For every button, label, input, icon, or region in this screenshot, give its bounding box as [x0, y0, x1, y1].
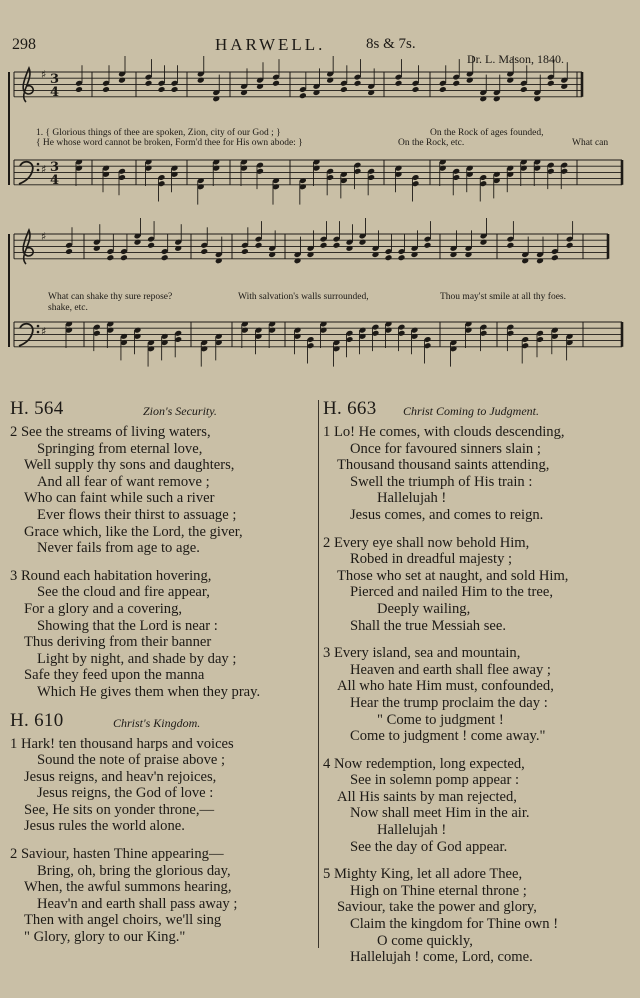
verse-line: 3 Round each habitation hovering,	[10, 567, 212, 584]
note-head	[320, 242, 328, 249]
verse-line: See the day of God appear.	[350, 838, 508, 855]
verse-line: Now shall meet Him in the air.	[350, 805, 530, 822]
hymn-number: H. 564	[10, 398, 64, 419]
hymn-number: H. 610	[10, 709, 64, 731]
note-head	[255, 242, 263, 249]
verse-line: Thus deriving from their banner	[24, 634, 212, 651]
lyric-line: With salvation's walls surrounded,	[238, 292, 369, 302]
verse-line: Which He gives them when they pray.	[37, 683, 261, 700]
lyric-line: On the Rock of ages founded,	[430, 128, 544, 138]
sharp-sign: ♯	[41, 325, 47, 338]
verse-line: Hallelujah !	[377, 822, 447, 839]
note-head	[333, 242, 341, 249]
verse-line: Saviour, take the power and glory,	[337, 899, 537, 916]
hymn-number: H. 663	[323, 398, 377, 419]
lyric-line: What can shake thy sure repose?	[48, 292, 173, 302]
verse-line: Never fails from age to age.	[37, 540, 200, 557]
lyric-line: { He whose word cannot be broken, Form'd thee for His own abode: }	[36, 138, 303, 148]
time-signature-bottom: 4	[50, 173, 60, 188]
verse-line: All who hate Him must, confounded,	[337, 678, 554, 695]
lyric-line: What can	[572, 138, 609, 148]
note-head	[241, 248, 249, 255]
verse-line: 3 Every island, sea and mountain,	[323, 645, 521, 662]
time-signature-bottom: 4	[50, 85, 60, 100]
verse-line: Showing that the Lord is near :	[37, 617, 218, 634]
bass-clef-dot	[37, 331, 40, 334]
lyric-line: On the Rock, etc.	[398, 138, 465, 148]
stanza	[323, 535, 635, 635]
note-head	[439, 86, 447, 93]
verse-line: Grace which, like the Lord, the giver,	[24, 523, 243, 540]
verse-line: 1 Lo! He comes, with clouds descending,	[323, 424, 565, 440]
verse-line: Springing from eternal love,	[37, 440, 203, 457]
time-signature-top: 3	[50, 160, 60, 175]
note-head	[354, 80, 362, 87]
verse-line: O come quickly,	[377, 932, 473, 949]
hymn-title: Christ's Kingdom.	[113, 715, 201, 730]
verse-line: Ever flows their thirst to assuage ;	[37, 506, 237, 523]
note-head	[395, 80, 403, 87]
stanza	[323, 424, 635, 524]
verse-line: Deeply wailing,	[377, 600, 471, 617]
verse-line: 2 Saviour, hasten Thine appearing—	[10, 846, 224, 863]
stanza	[10, 424, 315, 557]
verse-line: 5 Mighty King, let all adore Thee,	[323, 866, 523, 883]
hymn-610	[10, 709, 315, 946]
verse-line: Light by night, and shade by day ;	[37, 650, 237, 667]
note-head	[102, 86, 110, 93]
verse-line: Swell the triumph of His train :	[350, 473, 533, 490]
bass-clef	[19, 324, 33, 346]
verse-line: Safe they feed upon the manna	[24, 667, 205, 684]
verse-line: Well supply thy sons and daughters,	[24, 457, 235, 474]
verse-line: Then with angel choirs, we'll sing	[24, 912, 222, 929]
bass-clef-dot	[37, 163, 40, 166]
note-head	[120, 254, 128, 261]
stanza	[323, 866, 635, 966]
verse-line: See the cloud and fire appear,	[37, 584, 210, 601]
verse-line: All His saints by man rejected,	[337, 788, 517, 805]
note-head	[299, 92, 307, 99]
verse-line: 2 See the streams of living waters,	[10, 424, 211, 440]
stanza	[10, 846, 315, 946]
verse-line: Once for favoured sinners slain ;	[350, 440, 541, 457]
note-head	[147, 242, 155, 249]
stanza	[323, 645, 635, 745]
verse-line: Heav'n and earth shall pass away ;	[37, 895, 238, 912]
stanza	[10, 736, 315, 836]
verse-line: When, the awful summons hearing,	[24, 879, 232, 896]
note-head	[272, 80, 280, 87]
note-head	[547, 80, 555, 87]
verse-line: For a glory and a covering,	[24, 600, 183, 617]
verse-line: Who can faint while such a river	[24, 490, 215, 507]
verse-line: Pierced and nailed Him to the tree,	[350, 584, 554, 601]
note-head	[412, 86, 420, 93]
verse-line: Bring, oh, bring the glorious day,	[37, 862, 231, 879]
time-signature-top: 3	[50, 72, 60, 87]
sharp-sign: ♯	[41, 230, 47, 243]
hymn-title: Christ Coming to Judgment.	[403, 404, 540, 418]
verse-line: " Glory, glory to our King."	[24, 929, 186, 946]
verse-line: Hallelujah ! come, Lord, come.	[350, 949, 533, 966]
lyric-line: Thou may'st smile at all thy foes.	[440, 292, 566, 302]
hymn-564	[10, 400, 315, 701]
note-head	[145, 80, 153, 87]
tune-name: HARWELL.	[215, 35, 326, 54]
verse-line: Those who set at naught, and sold Him,	[337, 567, 569, 584]
note-head	[551, 254, 559, 261]
verse-line: 1 Hark! ten thousand harps and voices	[10, 735, 234, 752]
verse-line: Hallelujah !	[377, 490, 447, 507]
note-head	[161, 254, 169, 261]
verse-line: Robed in dreadful majesty ;	[350, 551, 513, 568]
music-score	[0, 0, 640, 400]
note-head	[75, 86, 83, 93]
note-head	[398, 254, 406, 261]
hymn-663	[323, 400, 635, 966]
verse-line: Hear the trump proclaim the day :	[350, 694, 548, 711]
note-head	[385, 254, 393, 261]
column-divider	[318, 400, 319, 948]
sharp-sign: ♯	[41, 68, 47, 81]
lyric-line: 1. { Glorious things of thee are spoken, Zion, city of our God ; }	[36, 128, 281, 138]
verse-line: Jesus comes, and comes to reign.	[350, 506, 544, 523]
note-head	[506, 242, 514, 249]
note-head	[171, 86, 179, 93]
verse-line: " Come to judgment !	[377, 711, 504, 728]
stanza	[10, 568, 315, 701]
verse-line: Jesus reigns, and heav'n rejoices,	[24, 768, 217, 785]
note-head	[106, 254, 114, 261]
note-head	[158, 86, 166, 93]
verse-line: And all fear of want remove ;	[37, 473, 210, 490]
note-head	[566, 242, 574, 249]
left-column	[10, 400, 315, 957]
verse-line: See in solemn pomp appear :	[350, 772, 520, 789]
note-head	[424, 242, 432, 249]
verse-line: Come to judgment ! come away."	[350, 728, 546, 745]
note-head	[65, 248, 73, 255]
note-head	[520, 86, 528, 93]
sharp-sign: ♯	[41, 163, 47, 176]
verse-line: Jesus reigns, the God of love :	[37, 785, 214, 802]
lyric-line: shake, etc.	[48, 303, 88, 313]
verse-line: 2 Every eye shall now behold Him,	[323, 534, 530, 551]
verse-line: Heaven and earth shall flee away ;	[350, 661, 551, 678]
verse-line: High on Thine eternal throne ;	[350, 882, 527, 899]
verse-line: Thousand thousand saints attending,	[337, 457, 550, 474]
stanza	[323, 756, 635, 856]
verse-line: 4 Now redemption, long expected,	[323, 755, 525, 772]
verse-line: Claim the kingdom for Thine own !	[350, 916, 559, 933]
note-head	[200, 248, 208, 255]
bass-clef	[19, 162, 33, 184]
verse-line: Sound the note of praise above ;	[37, 752, 226, 769]
bass-clef-dot	[37, 169, 40, 172]
right-column	[323, 400, 635, 977]
bass-clef-dot	[37, 325, 40, 328]
composer-credit: Dr. L. Mason, 1840.	[467, 52, 564, 66]
verse-line: See, He sits on yonder throne,—	[24, 801, 215, 818]
note-head	[340, 86, 348, 93]
hymn-title: Zion's Security.	[143, 404, 217, 418]
verse-line: Jesus rules the world alone.	[24, 818, 185, 835]
verse-line: Shall the true Messiah see.	[350, 617, 507, 634]
page-number: 298	[12, 36, 36, 53]
meter: 8s & 7s.	[366, 36, 416, 52]
note-head	[452, 80, 460, 87]
